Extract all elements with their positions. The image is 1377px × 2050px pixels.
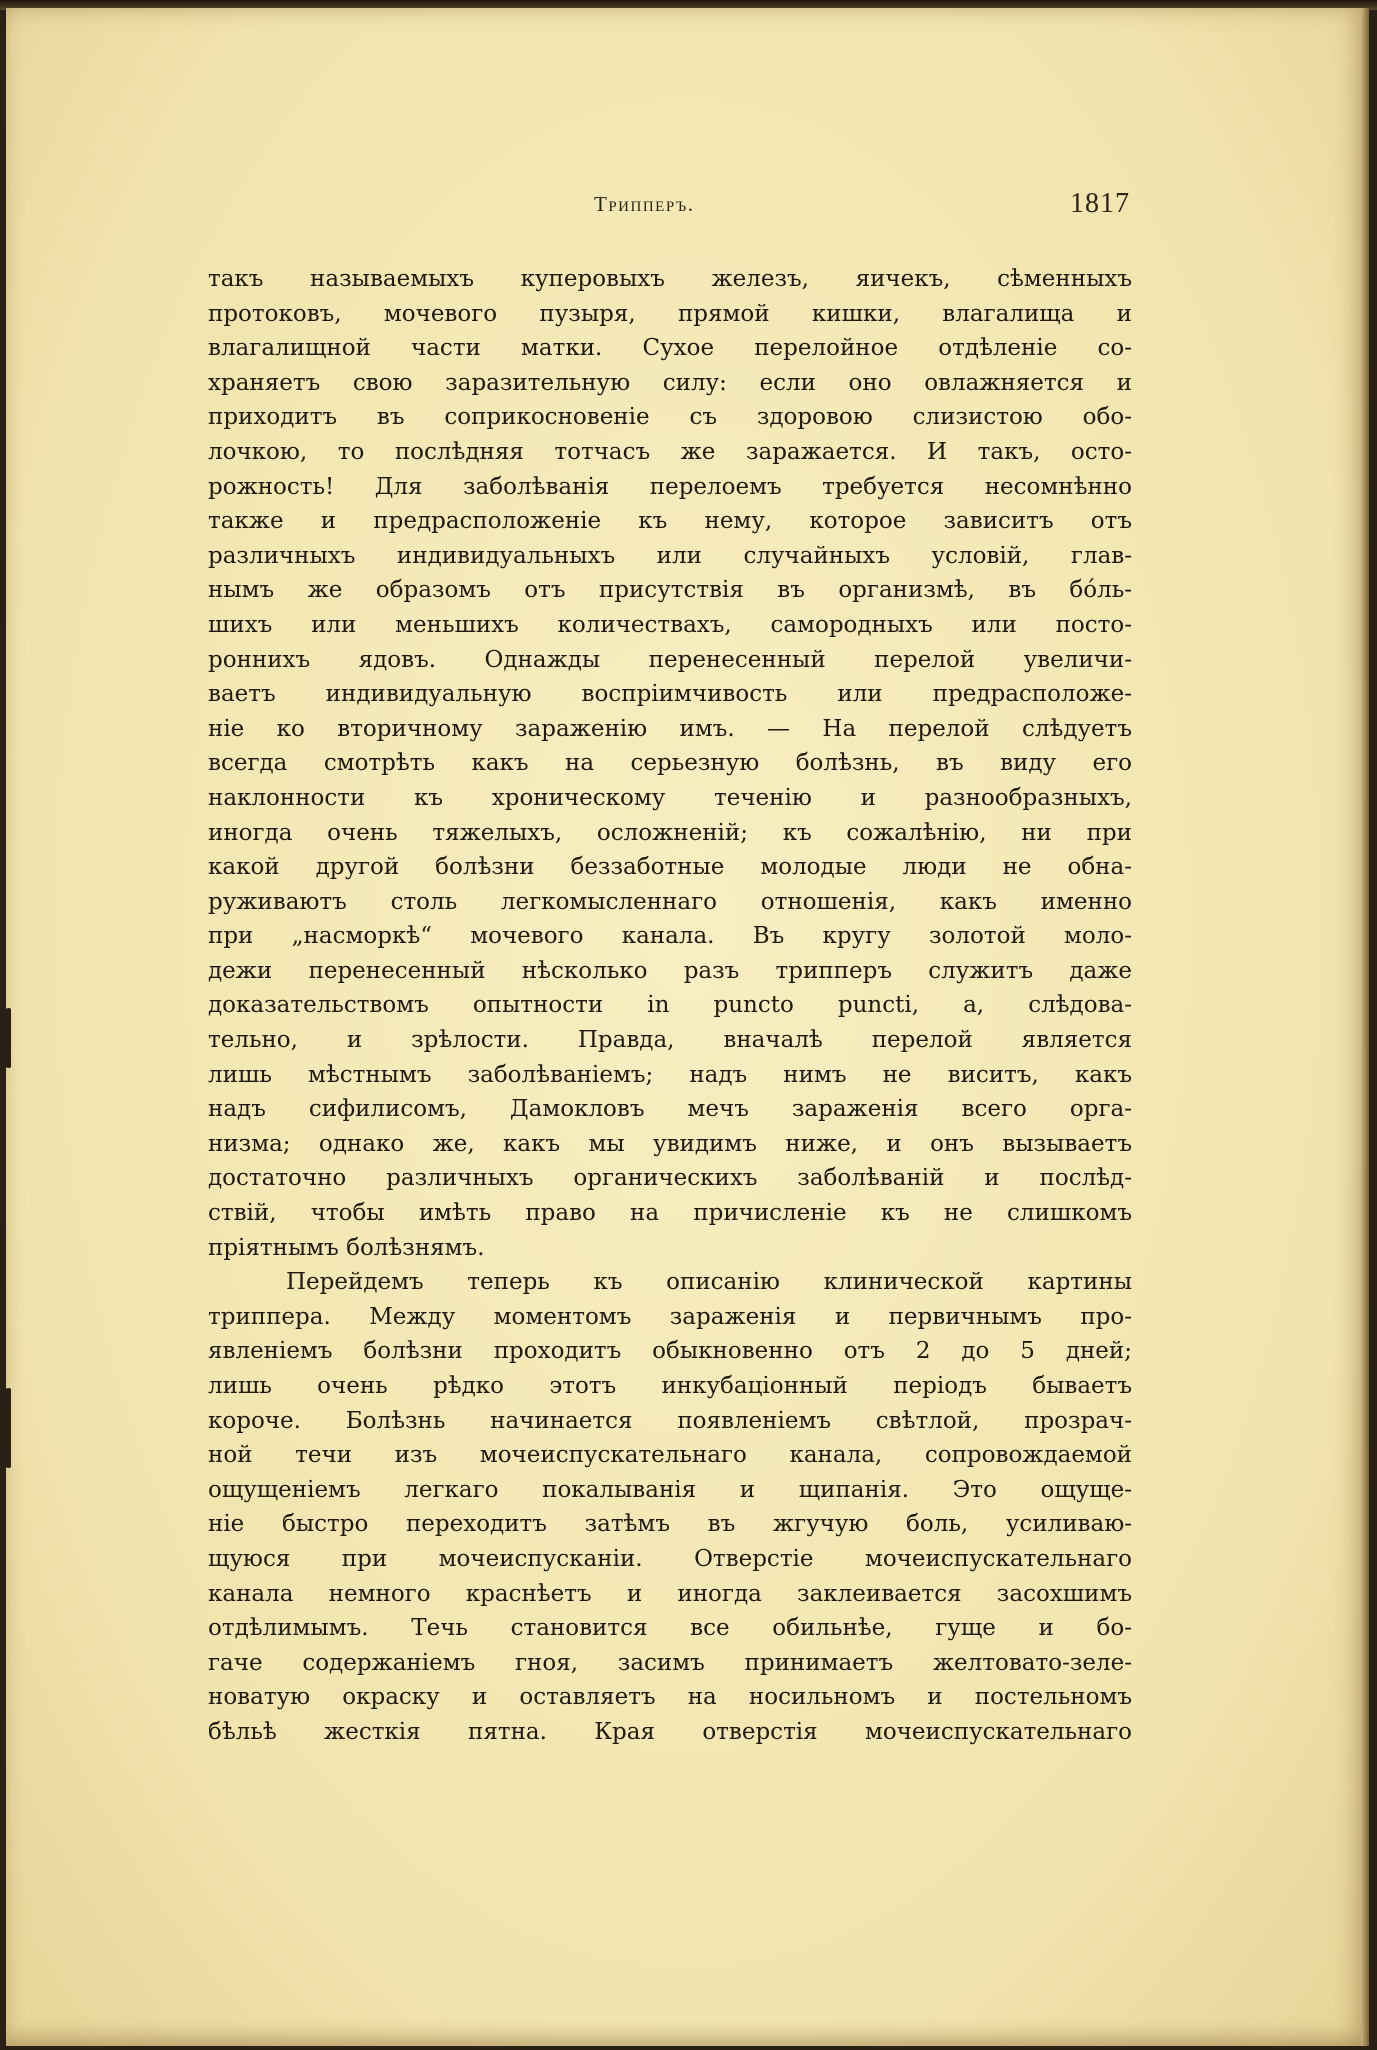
text-line: нымъ же образомъ отъ присутствія въ организмѣ, въ бо́ль- [208, 577, 1132, 604]
text-line: новатую окраску и оставляетъ на носильномъ и постельномъ [208, 1684, 1132, 1711]
text-line: различныхъ индивидуальныхъ или случайныхъ условій, глав- [208, 542, 1132, 569]
text-line: ніе быстро переходитъ затѣмъ въ жгучую боль, усиливаю- [208, 1511, 1132, 1538]
text-line: дежи перенесенный нѣсколько разъ трипперъ служитъ даже [208, 957, 1132, 984]
text-line: триппера. Между моментомъ зараженія и первичнымъ про- [208, 1303, 1132, 1330]
text-line: достаточно различныхъ органическихъ заболѣваній и послѣд- [208, 1165, 1132, 1192]
text-line: рожность! Для заболѣванія перелоемъ требуется несомнѣнно [208, 473, 1132, 500]
text-line: шихъ или меньшихъ количествахъ, самородныхъ или посто- [208, 611, 1132, 638]
text-line: руживаютъ столь легкомысленнаго отношенія, какъ именно [208, 888, 1132, 915]
text-line: короче. Болѣзнь начинается появленіемъ свѣтлой, прозрач- [208, 1407, 1132, 1434]
text-line: лочкою, то послѣдняя тотчасъ же заражается. И такъ, осто- [208, 438, 1132, 465]
text-line: протоковъ, мочевого пузыря, прямой кишки, влагалища и [208, 300, 1132, 327]
text-line: тельно, и зрѣлости. Правда, вначалѣ перелой является [208, 1027, 1132, 1054]
text-line: бѣльѣ жесткія пятна. Края отверстія мочеиспускательнаго [208, 1718, 1132, 1745]
text-line: также и предрасположеніе къ нему, которое зависитъ отъ [208, 508, 1132, 535]
text-line: лишь очень рѣдко этотъ инкубаціонный періодъ бываетъ [208, 1373, 1132, 1399]
text-line: ощущеніемъ легкаго покалыванія и щипанія. Это ощуще- [208, 1476, 1132, 1503]
text-line: влагалищной части матки. Сухое перелойное отдѣленіе со- [208, 335, 1132, 362]
page-header [204, 188, 1130, 228]
binding-mark [6, 1008, 11, 1068]
text-line: ніе ко вторичному зараженію имъ. — На перелой слѣдуетъ [208, 715, 1132, 742]
text-line: явленіемъ болѣзни проходитъ обыкновенно отъ 2 до 5 дней; [208, 1338, 1132, 1365]
text-line: роннихъ ядовъ. Однажды перенесенный перелой увеличи- [208, 646, 1132, 673]
text-line: пріятнымъ болѣзнямъ. [208, 1234, 485, 1261]
text-line: всегда смотрѣть какъ на серьезную болѣзнь, въ виду его [208, 750, 1132, 777]
page-number: 1817 [1070, 188, 1130, 219]
text-line: низма; однако же, какъ мы увидимъ ниже, и онъ вызываетъ [208, 1130, 1132, 1157]
text-line: гаче содержаніемъ гноя, засимъ принимаетъ желтовато-зеле- [208, 1649, 1132, 1676]
running-head: Трипперъ. [594, 192, 695, 216]
text-line: канала немного краснѣетъ и иногда заклеивается засохшимъ [208, 1580, 1132, 1607]
text-line: какой другой болѣзни беззаботные молодые люди не обна- [208, 854, 1132, 881]
text-line: надъ сифилисомъ, Дамокловъ мечъ зараженія всего орга- [208, 1096, 1132, 1123]
text-line: ной течи изъ мочеиспускательнаго канала, сопровождаемой [208, 1442, 1132, 1469]
text-line: наклонности къ хроническому теченію и разнообразныхъ, [208, 784, 1132, 811]
text-line: Перейдемъ теперь къ описанію клинической картины [286, 1269, 1132, 1296]
text-line: ствій, чтобы имѣть право на причисленіе къ не слишкомъ [208, 1200, 1132, 1227]
text-line: щуюся при мочеиспусканіи. Отверстіе мочеиспускательнаго [208, 1545, 1132, 1572]
page-edge-shadow [1361, 8, 1369, 2046]
text-line: такъ называемыхъ куперовыхъ железъ, яичекъ, сѣменныхъ [208, 266, 1132, 292]
text-line: доказательствомъ опытности in puncto puncti, а, слѣдова- [208, 992, 1132, 1019]
text-line: ваетъ индивидуальную воспріимчивость или предрасположе- [208, 681, 1132, 708]
text-line: иногда очень тяжелыхъ, осложненій; къ сожалѣнію, ни при [208, 819, 1132, 846]
text-line: при „насморкѣ“ мочевого канала. Въ кругу золотой моло- [208, 923, 1132, 950]
text-line: лишь мѣстнымъ заболѣваніемъ; надъ нимъ не виситъ, какъ [208, 1061, 1132, 1088]
text-line: приходитъ въ соприкосновеніе съ здоровою слизистою обо- [208, 404, 1132, 431]
body-text [208, 262, 1132, 1750]
text-line: храняетъ свою заразительную силу: если оно овлажняется и [208, 369, 1132, 396]
text-line: отдѣлимымъ. Течь становится все обильнѣе, гуще и бо- [208, 1615, 1132, 1642]
binding-mark [6, 1388, 11, 1468]
